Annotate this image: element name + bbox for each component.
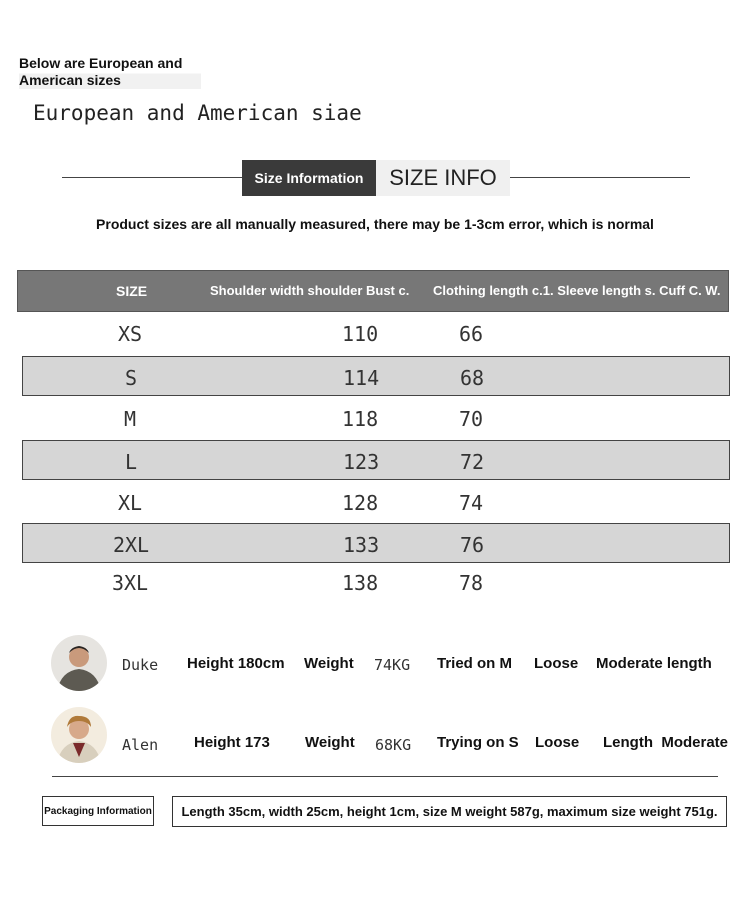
table-row <box>22 313 730 353</box>
cell-bust: 118 <box>342 407 379 431</box>
divider-left <box>62 177 242 178</box>
region-title: European and American siae <box>33 101 362 125</box>
cell-size: 3XL <box>111 571 149 595</box>
cell-bust: 128 <box>342 491 379 515</box>
table-row <box>22 523 730 563</box>
cell-length: 72 <box>460 450 485 474</box>
model-height: Height 180cm <box>187 655 285 672</box>
cell-size: XS <box>117 322 143 346</box>
cell-bust: 110 <box>342 322 379 346</box>
cell-bust: 114 <box>343 366 380 390</box>
model-height: Height 173 <box>194 734 270 751</box>
header-length-sleeve-cuff: Clothing length c.1. Sleeve length s. Cuff C. W. <box>433 283 721 298</box>
model-weight-label: Weight <box>305 734 355 751</box>
divider-right <box>510 177 690 178</box>
divider-bottom <box>52 776 718 777</box>
header-size: SIZE <box>116 283 148 299</box>
table-row <box>22 562 730 602</box>
cell-length: 74 <box>459 491 484 515</box>
model-name: Duke <box>122 656 159 674</box>
model-weight: 74KG <box>374 656 411 674</box>
cell-length: 68 <box>460 366 485 390</box>
cell-bust: 123 <box>343 450 380 474</box>
model-weight-label: Weight <box>304 655 354 672</box>
model-length: Moderate length <box>596 655 712 672</box>
packaging-label: Packaging Information <box>42 796 154 826</box>
model-fit: Loose <box>534 655 579 672</box>
size-table-header <box>17 270 729 312</box>
model-tried-size: Trying on S <box>437 734 519 751</box>
cell-bust: 138 <box>342 571 379 595</box>
model-photo-duke <box>51 635 107 691</box>
cell-size: XL <box>117 491 143 515</box>
measurement-note: Product sizes are all manually measured, there may be 1-3cm error, which is normal <box>96 216 654 232</box>
model-length: Length Moderate <box>603 734 729 751</box>
model-name: Alen <box>122 736 159 754</box>
size-information-tag: Size Information <box>242 160 376 196</box>
table-row <box>22 356 730 396</box>
packaging-info: Length 35cm, width 25cm, height 1cm, size M weight 587g, maximum size weight 751g. <box>172 796 727 827</box>
table-row <box>22 440 730 480</box>
cell-size: S <box>124 366 138 390</box>
model-photo-alen <box>51 707 107 763</box>
cell-length: 66 <box>459 322 484 346</box>
cell-length: 76 <box>460 533 485 557</box>
cell-size: 2XL <box>112 533 150 557</box>
table-row <box>22 398 730 438</box>
size-info-tag: SIZE INFO <box>376 160 510 196</box>
cell-size: L <box>124 450 138 474</box>
cell-length: 70 <box>459 407 484 431</box>
cell-size: M <box>123 407 137 431</box>
model-fit: Loose <box>535 734 580 751</box>
cell-length: 78 <box>459 571 484 595</box>
cell-bust: 133 <box>343 533 380 557</box>
header-shoulder-bust: Shoulder width shoulder Bust c. <box>210 283 410 298</box>
intro-text: Below are European and American sizes <box>19 55 201 89</box>
model-weight: 68KG <box>375 736 412 754</box>
model-tried-size: Tried on M <box>437 655 512 672</box>
table-row <box>22 482 730 522</box>
